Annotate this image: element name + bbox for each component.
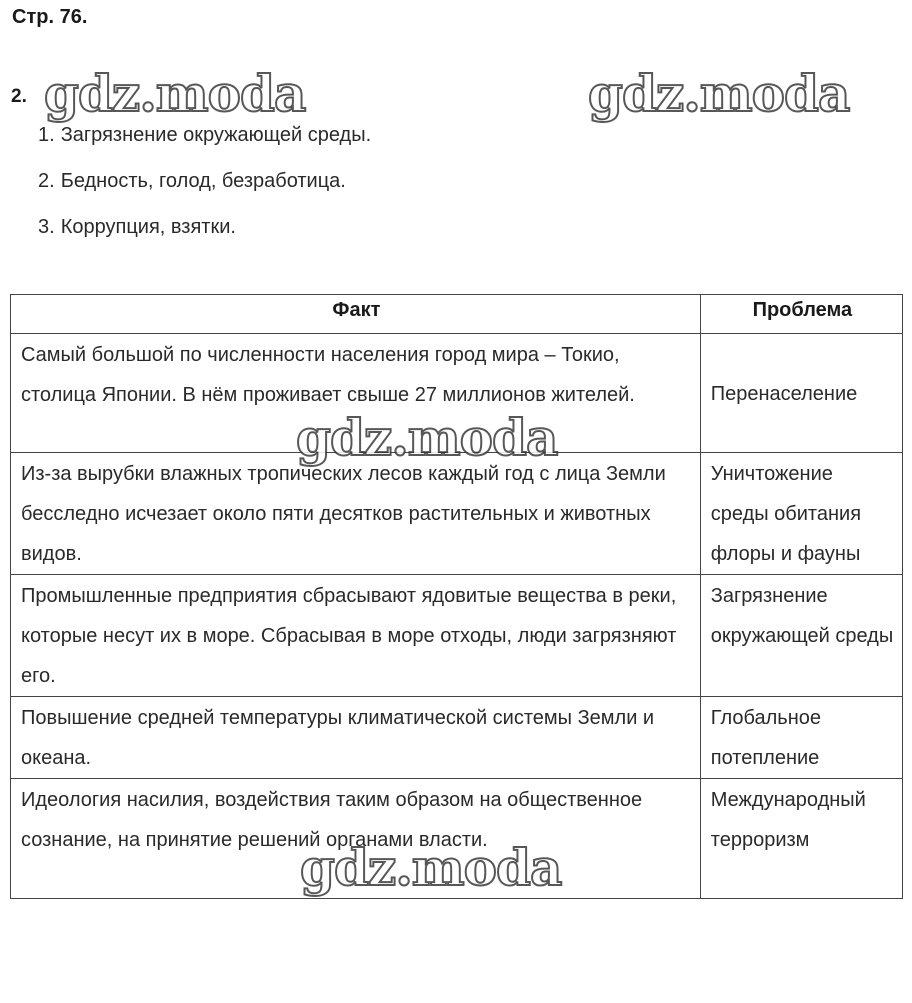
- header-fact: Факт: [11, 295, 701, 334]
- table-row: [11, 779, 903, 899]
- list-item: [38, 124, 371, 170]
- table-row: [11, 453, 903, 575]
- table-row: [11, 575, 903, 697]
- table-row: [11, 697, 903, 779]
- watermark: gdz.moda: [588, 64, 850, 123]
- list-item-text: Загрязнение окружающей среды.: [60, 124, 372, 146]
- list-item: [38, 170, 371, 216]
- watermark: gdz.moda: [44, 64, 306, 123]
- fact-cell: Из-за вырубки влажных тропических лесов каждый год с лица Земли бесследно исчезает около пяти десятков растительных и животных видов.: [11, 453, 701, 575]
- answer-list: [38, 124, 371, 262]
- list-item-number: 3.: [38, 216, 55, 238]
- problem-cell: Загрязнение окружающей среды: [700, 575, 902, 697]
- list-item-number: 1.: [38, 124, 55, 146]
- table-row: [11, 334, 903, 453]
- fact-cell: Повышение средней температуры климатической системы Земли и океана.: [11, 697, 701, 779]
- table-header-row: [11, 295, 903, 334]
- watermark: gdz.moda: [300, 838, 562, 897]
- task-number: 2.: [11, 86, 27, 107]
- facts-table: [10, 294, 903, 899]
- fact-cell: Промышленные предприятия сбрасывают ядовитые вещества в реки, которые несут их в море. Сбрасывая в море отходы, люди загрязняют его.: [11, 575, 701, 697]
- page-title: Стр. 76.: [12, 6, 88, 28]
- problem-cell: Уничтожение среды обитания флоры и фауны: [700, 453, 902, 575]
- fact-cell: Идеология насилия, воздействия таким образом на общественное сознание, на принятие решений органами власти.: [11, 779, 701, 899]
- list-item-number: 2.: [38, 170, 55, 192]
- list-item-text: Коррупция, взятки.: [60, 216, 236, 238]
- problem-cell: Международный терроризм: [700, 779, 902, 899]
- list-item-text: Бедность, голод, безработица.: [60, 170, 346, 192]
- header-problem: Проблема: [700, 295, 902, 334]
- watermark: gdz.moda: [296, 408, 558, 467]
- problem-cell: Перенаселение: [700, 334, 902, 453]
- fact-cell: Самый большой по численности населения город мира – Токио, столица Японии. В нём проживает свыше 27 миллионов жителей.: [11, 334, 701, 453]
- list-item: [38, 216, 371, 262]
- problem-cell: Глобальное потепление: [700, 697, 902, 779]
